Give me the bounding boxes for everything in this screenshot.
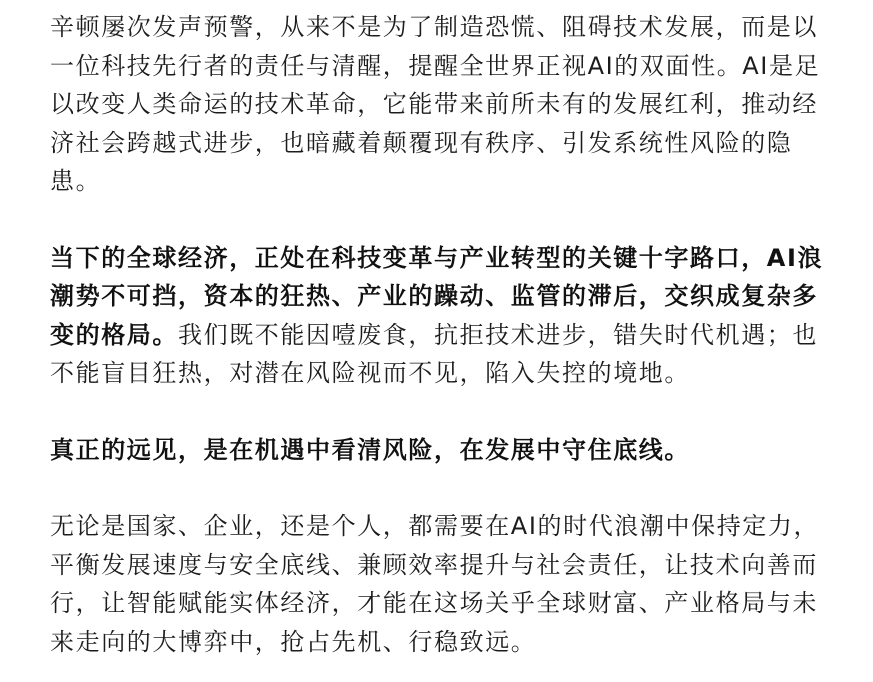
- paragraph-hinton-warning: [50, 8, 840, 201]
- paragraph-text: 我们既不能因噎废食，抗拒技术进步，错失时代机遇；也不能盲目狂热，对潜在风险视而不见，陷入失控的境地。: [50, 320, 818, 387]
- paragraph-conclusion: [50, 507, 840, 661]
- paragraph-bold-text: 当下的全球经济，正处在科技变革与产业转型的关键十字路口，AI浪潮势不可挡，资本的狂热、产业的躁动、监管的滞后，交织成复杂多变的格局。: [50, 243, 824, 349]
- paragraph-text: 辛顿屡次发声预警，从来不是为了制造恐慌、阻碍技术发展，而是以一位科技先行者的责任与清醒，提醒全世界正视AI的双面性。AI是足以改变人类命运的技术革命，它能带来前所未有的发展红利，推动经济社会跨越式进步，也暗藏着颠覆现有秩序、引发系统性风险的隐患。: [50, 13, 821, 195]
- paragraph-text: 无论是国家、企业，还是个人，都需要在AI的时代浪潮中保持定力，平衡发展速度与安全底线、兼顾效率提升与社会责任，让技术向善而行，让智能赋能实体经济，才能在这场关乎全球财富、产业格局与未来走向的大博弈中，抢占先机、行稳致远。: [50, 512, 820, 656]
- paragraph-bold-text: 真正的远见，是在机遇中看清风险，在发展中守住底线。: [50, 435, 690, 464]
- paragraph-global-economy: [50, 239, 840, 393]
- paragraph-true-vision: [50, 431, 840, 470]
- article-body: [50, 8, 840, 661]
